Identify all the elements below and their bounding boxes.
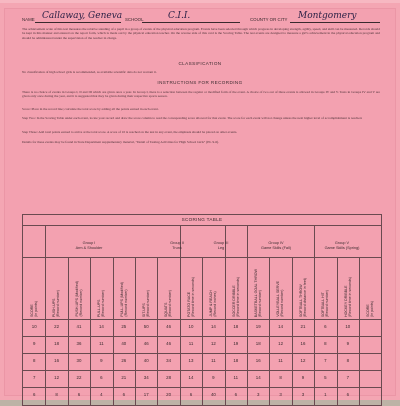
column-heading-text — [142, 290, 150, 317]
group-4-name: Group IV — [268, 241, 284, 245]
table-cell: 20 — [166, 392, 172, 397]
table-cell: 11 — [211, 358, 216, 363]
column-heading-text — [120, 282, 128, 317]
table-cell: 1 — [324, 392, 327, 397]
column-heading-text — [232, 277, 240, 317]
column-heading-text — [209, 290, 217, 317]
table-cell: 9 — [32, 341, 36, 346]
table-cell: 9 — [212, 375, 215, 380]
column-heading — [292, 259, 314, 317]
classification-text: No classification of high school girls is recommended, as available scientific data do not warrant it. — [22, 70, 157, 74]
column-heading-name: SCORE — [29, 304, 34, 317]
column-heading — [23, 259, 45, 317]
table-cell: 11 — [233, 375, 239, 380]
table-cell: 8 — [346, 358, 350, 363]
group-5-name: Group V — [334, 241, 350, 245]
column-heading-name: SOFTBALL THROW — [298, 284, 303, 317]
county-label: COUNTY OR CITY — [250, 17, 288, 22]
instructions-paragraph-1: There is no choice of events in Groups I, II and III which are given once a year. In Group I, there is a selection between the regular or modified form of the event. A choice of two out of three events is allowed in Groups IV and V. Tests in Groups IV and V are given only once during the year, and it is suggested that they be given during their respective sports season. — [22, 90, 380, 99]
column-heading-unit: (Record time in seconds) — [190, 277, 195, 317]
table-cell: 11 — [278, 358, 283, 363]
score-card — [4, 8, 396, 396]
table-cell: 10 — [31, 324, 37, 329]
table-cell: 6 — [324, 324, 327, 329]
table-cell: 10 — [188, 324, 194, 329]
column-heading-text — [276, 281, 284, 317]
column-heading-text — [52, 290, 60, 317]
column-heading-name: SIT-UPS — [141, 303, 146, 317]
column-heading-text — [299, 278, 307, 317]
column-heading — [135, 259, 157, 317]
group-1-name: Group I — [82, 241, 96, 245]
group-3-name: Group III — [213, 241, 229, 245]
column-heading-name: JUMP & REACH — [209, 290, 214, 317]
table-cell: 46 — [143, 341, 149, 346]
group-1-sub: Arm & Shoulder — [75, 245, 103, 250]
table-cell: 6 — [234, 392, 238, 397]
table-cell: 6 — [122, 392, 126, 397]
table-cell: 40 — [121, 341, 127, 346]
table-cell: 8 — [279, 375, 282, 380]
column-heading — [359, 259, 381, 317]
column-heading-unit: (Record number) — [168, 289, 173, 317]
table-cell: 18 — [54, 341, 60, 346]
column-heading-text — [254, 269, 262, 317]
table-cell: 12 — [54, 375, 60, 380]
column-heading-unit: (Record number) — [280, 289, 285, 317]
column-heading-text — [164, 290, 172, 317]
column-heading-unit: (Record number) — [325, 289, 330, 317]
column-heading-name: PULL-UPS — [97, 299, 102, 317]
table-cell: 7 — [32, 375, 36, 380]
table-cell: 11 — [99, 341, 104, 346]
column-heading-name: BASKETBALL GOAL THROW — [253, 268, 258, 317]
table-cell: 50 — [143, 324, 149, 329]
table-cell: 3 — [301, 392, 305, 397]
column-heading — [180, 259, 202, 317]
table-cell: 36 — [76, 341, 82, 346]
table-cell: 16 — [255, 358, 261, 363]
table-cell: 17 — [143, 392, 149, 397]
table-cell: 8 — [32, 358, 36, 363]
table-cell: 46 — [166, 324, 172, 329]
column-heading-text — [366, 301, 374, 317]
table-cell: 7 — [324, 358, 327, 363]
intro-paragraph: The achievement scale of this test measures the relative standing of a pupil in a group of events of the physical education program. Events have been selected through which progress in developing strength, agility, speed, and skill can be measured. Records should be kept in this manner and entered on the report form, which is made out by the physical education teacher. On the reverse side of this card is the Scoring Table. The test events are designed to measure a girl's achievement in the physical education program and should be administered under the supervision of the teacher in charge. — [22, 27, 380, 40]
group-2-name: Group II — [170, 241, 184, 245]
table-cell: 10 — [345, 324, 351, 329]
table-cell: 6 — [346, 392, 350, 397]
header-name-line — [22, 12, 382, 24]
table-cell: 12 — [278, 341, 284, 346]
table-cell: 26 — [121, 358, 127, 363]
column-heading — [45, 259, 67, 317]
column-heading-name: HOCKEY DRIBBLE — [343, 285, 348, 317]
school-value[interactable]: C.I.I. — [168, 11, 191, 21]
column-heading — [68, 259, 90, 317]
classification-heading: CLASSIFICATION — [178, 61, 222, 66]
table-cell: 8 — [324, 341, 327, 346]
group-2-sub: Trunk — [172, 245, 182, 250]
name-value[interactable]: Callaway, Geneva — [42, 11, 123, 21]
column-heading-unit: (Record inches) — [213, 291, 218, 317]
table-cell: 34 — [166, 358, 172, 363]
table-cell: 18 — [233, 324, 239, 329]
group-2-heading — [155, 241, 199, 250]
table-cell: 12 — [210, 341, 216, 346]
column-heading-text — [321, 290, 329, 317]
table-cell: 40 — [143, 358, 149, 363]
table-cell: 18 — [233, 358, 239, 363]
table-cell: 13 — [188, 358, 194, 363]
column-heading-unit: (Record number) — [78, 289, 83, 317]
column-heading-unit: (Record number) — [56, 289, 61, 317]
group-4-sub: Game Skills (Fall) — [261, 245, 291, 250]
column-heading-name: SQUATS — [164, 302, 169, 317]
column-heading-text — [344, 277, 352, 317]
column-heading-unit: (Record number) — [146, 289, 151, 317]
table-cell: 6 — [32, 392, 36, 397]
table-cell: 21 — [121, 375, 127, 380]
table-cell: 7 — [346, 375, 350, 380]
table-cell: 16 — [300, 341, 306, 346]
school-label: SCHOOL — [125, 17, 144, 22]
scoring-table — [22, 214, 382, 406]
table-cell: 21 — [300, 324, 306, 329]
table-cell: 19 — [233, 341, 239, 346]
column-heading-unit: (In points) — [370, 301, 375, 317]
table-cell: 6 — [100, 375, 103, 380]
column-heading-unit: (Record number) — [258, 289, 263, 317]
table-cell: 8 — [55, 392, 58, 397]
table-cell: 12 — [300, 358, 306, 363]
column-heading — [157, 259, 179, 317]
table-cell: 6 — [77, 392, 81, 397]
column-heading — [337, 259, 359, 317]
table-cell: 46 — [166, 341, 172, 346]
column-heading-unit: (Record distance in feet) — [302, 277, 307, 317]
table-cell: 40 — [210, 392, 216, 397]
name-label: NAME — [22, 17, 35, 22]
column-heading-unit: (Record number) — [101, 289, 106, 317]
table-cell: 14 — [255, 375, 261, 380]
group-3-heading — [199, 241, 243, 250]
table-cell: 14 — [98, 324, 104, 329]
table-cell: 30 — [76, 358, 82, 363]
instructions-heading: INSTRUCTIONS FOR RECORDING — [157, 80, 243, 85]
table-cell: 28 — [166, 375, 172, 380]
table-cell: 22 — [54, 324, 60, 329]
group-5-sub: Game Skills (Spring) — [324, 245, 360, 250]
column-heading-text — [187, 277, 195, 317]
table-cell: 6 — [189, 392, 193, 397]
column-heading-name: SCORE — [365, 304, 370, 317]
name-rule — [35, 22, 121, 23]
column-heading — [90, 259, 112, 317]
table-cell: 25 — [121, 324, 127, 329]
column-heading-text — [30, 301, 38, 317]
scoring-table-title: SCORING TABLE — [181, 217, 223, 222]
instructions-paragraph-2: Score: Place in the record line; calculate the total score by adding all the points earned in each event. — [22, 107, 159, 111]
instructions-paragraph-4: Step Three: Add total points earned to arrive at the total score. A score of 10 is reached on the test in any event, the emphasis should be placed on other events. — [22, 130, 238, 134]
table-cell: 22 — [76, 375, 82, 380]
table-cell: 14 — [188, 375, 194, 380]
table-cell: 4 — [100, 392, 103, 397]
table-cell: 9 — [346, 341, 350, 346]
column-heading-name: PUSH-UPS (Modified) — [74, 281, 79, 317]
column-heading-unit: (Record time in seconds) — [235, 277, 240, 317]
column-heading-unit: (Record time in seconds) — [347, 277, 352, 317]
column-heading-name: SOFTBALL HIT — [321, 291, 326, 317]
column-heading-name: POTATO RACE — [186, 291, 191, 317]
school-rule — [142, 22, 240, 23]
column-heading-name: PUSH-UPS — [52, 298, 57, 317]
column-heading — [113, 259, 135, 317]
column-heading-name: SOCCER DRIBBLE — [231, 285, 236, 317]
table-cell: 19 — [255, 324, 261, 329]
column-heading — [202, 259, 224, 317]
column-heading-text — [75, 281, 83, 317]
column-heading — [314, 259, 336, 317]
group-4-heading — [243, 241, 309, 250]
county-value[interactable]: Montgomery — [298, 11, 357, 21]
table-cell: 34 — [143, 375, 149, 380]
table-cell: 5 — [324, 375, 327, 380]
table-cell: 9 — [301, 375, 305, 380]
table-cell: 18 — [255, 341, 261, 346]
group-5-heading — [309, 241, 375, 250]
instructions-paragraph-3: Step Two: In the Scoring Table under each event, locate your record and draw the score column to read the corresponding score allowed for that event. The score for each event will not change unless the next higher level of accomplishment is reached. — [22, 116, 363, 120]
table-cell: 11 — [188, 341, 194, 346]
group-1-heading — [45, 241, 133, 250]
column-heading — [247, 259, 269, 317]
table-cell: 9 — [100, 358, 103, 363]
table-cell: 41 — [76, 324, 82, 329]
table-cell: 3 — [279, 392, 282, 397]
column-heading-name: PULL-UPS (Modified) — [119, 282, 124, 317]
column-heading-name: VOLLEYBALL SERVE — [276, 281, 281, 317]
table-rule-title — [23, 225, 381, 226]
table-cell: 14 — [278, 324, 284, 329]
column-heading — [225, 259, 247, 317]
table-cell: 16 — [54, 358, 60, 363]
county-rule — [290, 22, 380, 23]
column-heading-unit: (In points) — [34, 301, 39, 317]
column-heading — [269, 259, 291, 317]
column-heading-text — [97, 290, 105, 317]
column-heading-unit: (Record number) — [123, 289, 128, 317]
table-cell: 3 — [256, 392, 260, 397]
instructions-paragraph-5: Details for these events may be found in State Department supplementary material, "Detail of Testing Activities for High School Girls" (Pb. 9-6). — [22, 140, 220, 144]
table-cell: 14 — [210, 324, 216, 329]
group-3-sub: Leg — [217, 245, 225, 250]
